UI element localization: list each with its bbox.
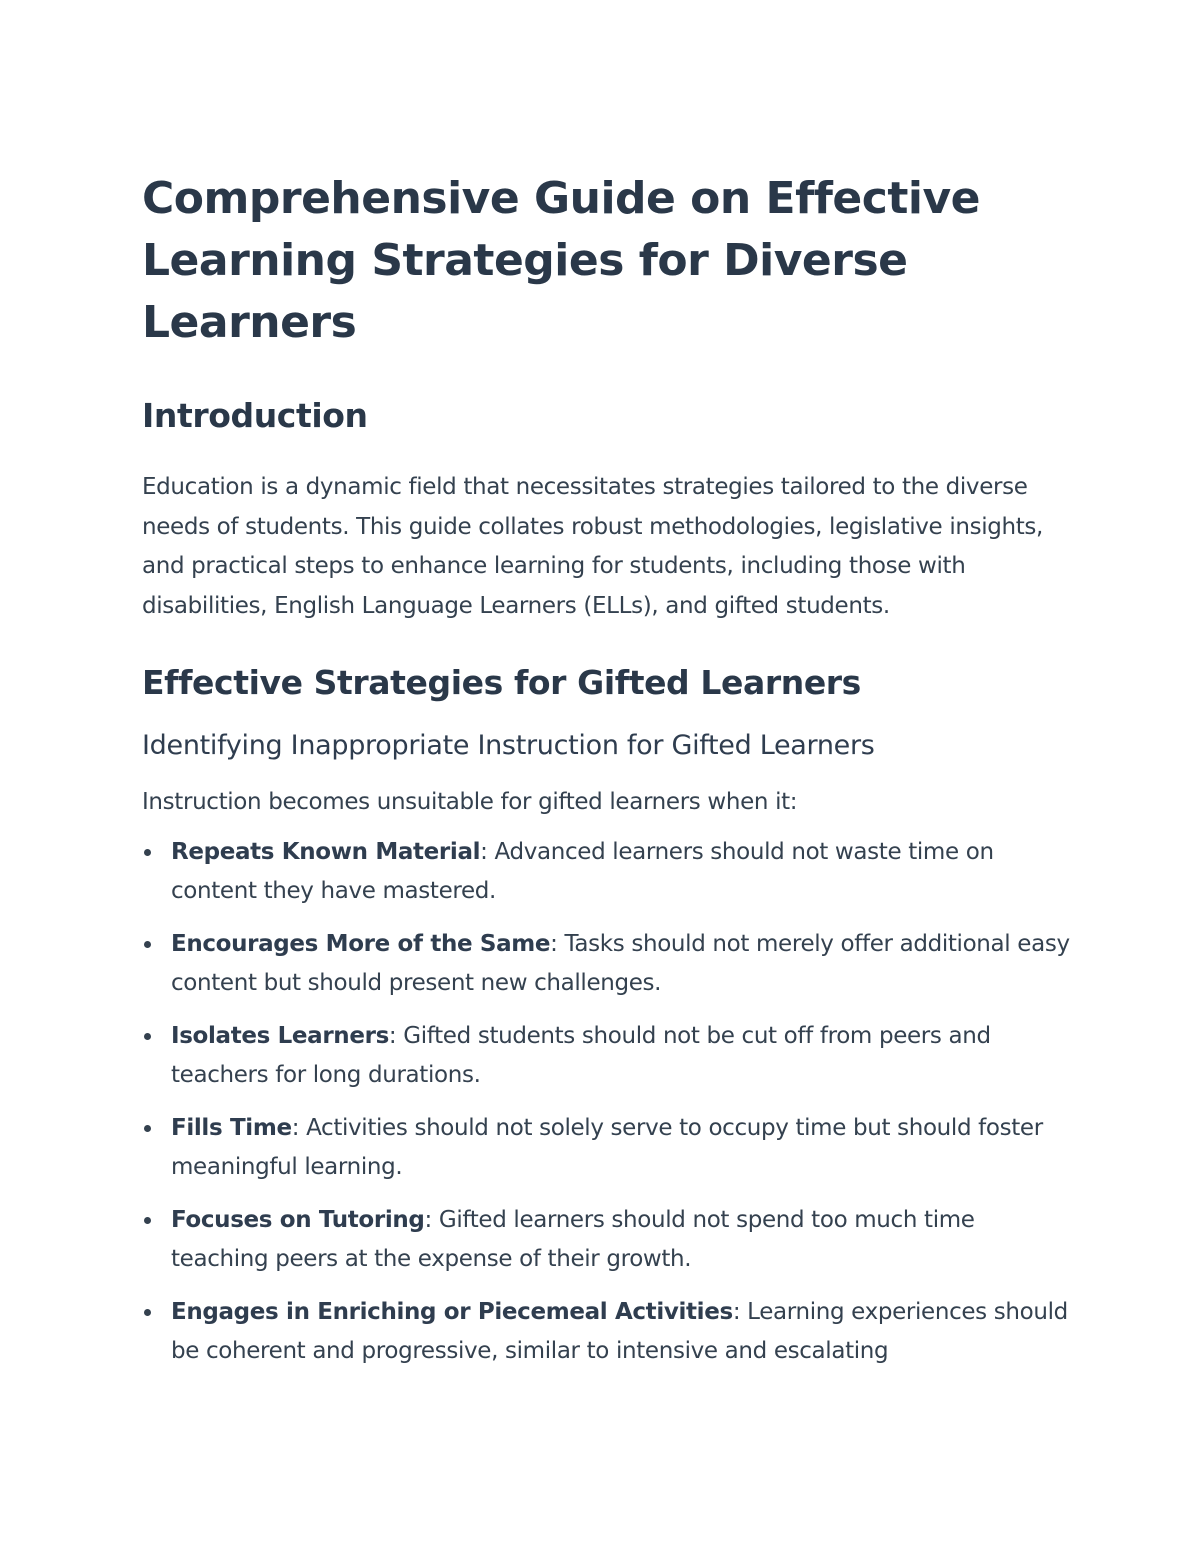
introduction-paragraph: Education is a dynamic field that necessitates strategies tailored to the diverse needs of students. This guide collates robust methodologies, legislative insights, and practical steps to enhance learning for students, including those with disabilities, English Language Learners (ELLs), and gifted students.	[142, 474, 1043, 619]
list-item-text: : Activities should not solely serve to occupy time but should foster meaningful learning.	[171, 1114, 1043, 1180]
introduction-heading: Introduction	[142, 396, 368, 435]
list-item-term: Focuses on Tutoring	[171, 1206, 425, 1233]
inappropriate-instruction-subheading: Identifying Inappropriate Instruction for Gifted Learners	[142, 730, 875, 761]
list-item	[142, 1201, 1072, 1280]
list-item-text: : Gifted learners should not spend too much time teaching peers at the expense of their growth.	[171, 1206, 975, 1272]
page-title: Comprehensive Guide on Effective Learning Strategies for Diverse Learners	[142, 173, 980, 348]
list-item-term: Engages in Enriching or Piecemeal Activities	[171, 1298, 733, 1325]
list-item-text: : Gifted students should not be cut off from peers and teachers for long durations.	[171, 1022, 991, 1088]
bullet-icon	[144, 1217, 151, 1224]
bullet-icon	[144, 1309, 151, 1316]
list-item	[142, 833, 1072, 912]
list-item-text: : Advanced learners should not waste time on content they have mastered.	[171, 838, 994, 904]
list-item-text: : Tasks should not merely offer additional easy content but should present new challenges.	[171, 930, 1070, 996]
gifted-strategies-heading: Effective Strategies for Gifted Learners	[142, 663, 861, 702]
list-item-term: Repeats Known Material	[171, 838, 481, 865]
bullet-icon	[144, 1033, 151, 1040]
bullet-icon	[144, 941, 151, 948]
list-item-term: Fills Time	[171, 1114, 292, 1141]
list-item-text: : Learning experiences should be coherent and progressive, similar to intensive and escalating	[171, 1298, 1068, 1364]
list-item	[142, 1293, 1072, 1372]
inappropriate-instruction-lead: Instruction becomes unsuitable for gifted learners when it:	[142, 789, 798, 815]
inappropriate-instruction-list	[142, 833, 1072, 1372]
list-item	[142, 1017, 1072, 1096]
bullet-icon	[144, 1125, 151, 1132]
list-item	[142, 1109, 1072, 1188]
document-page	[142, 168, 1072, 1385]
list-item-term: Encourages More of the Same	[171, 930, 551, 957]
list-item	[142, 925, 1072, 1004]
bullet-icon	[144, 849, 151, 856]
list-item-term: Isolates Learners	[171, 1022, 389, 1049]
